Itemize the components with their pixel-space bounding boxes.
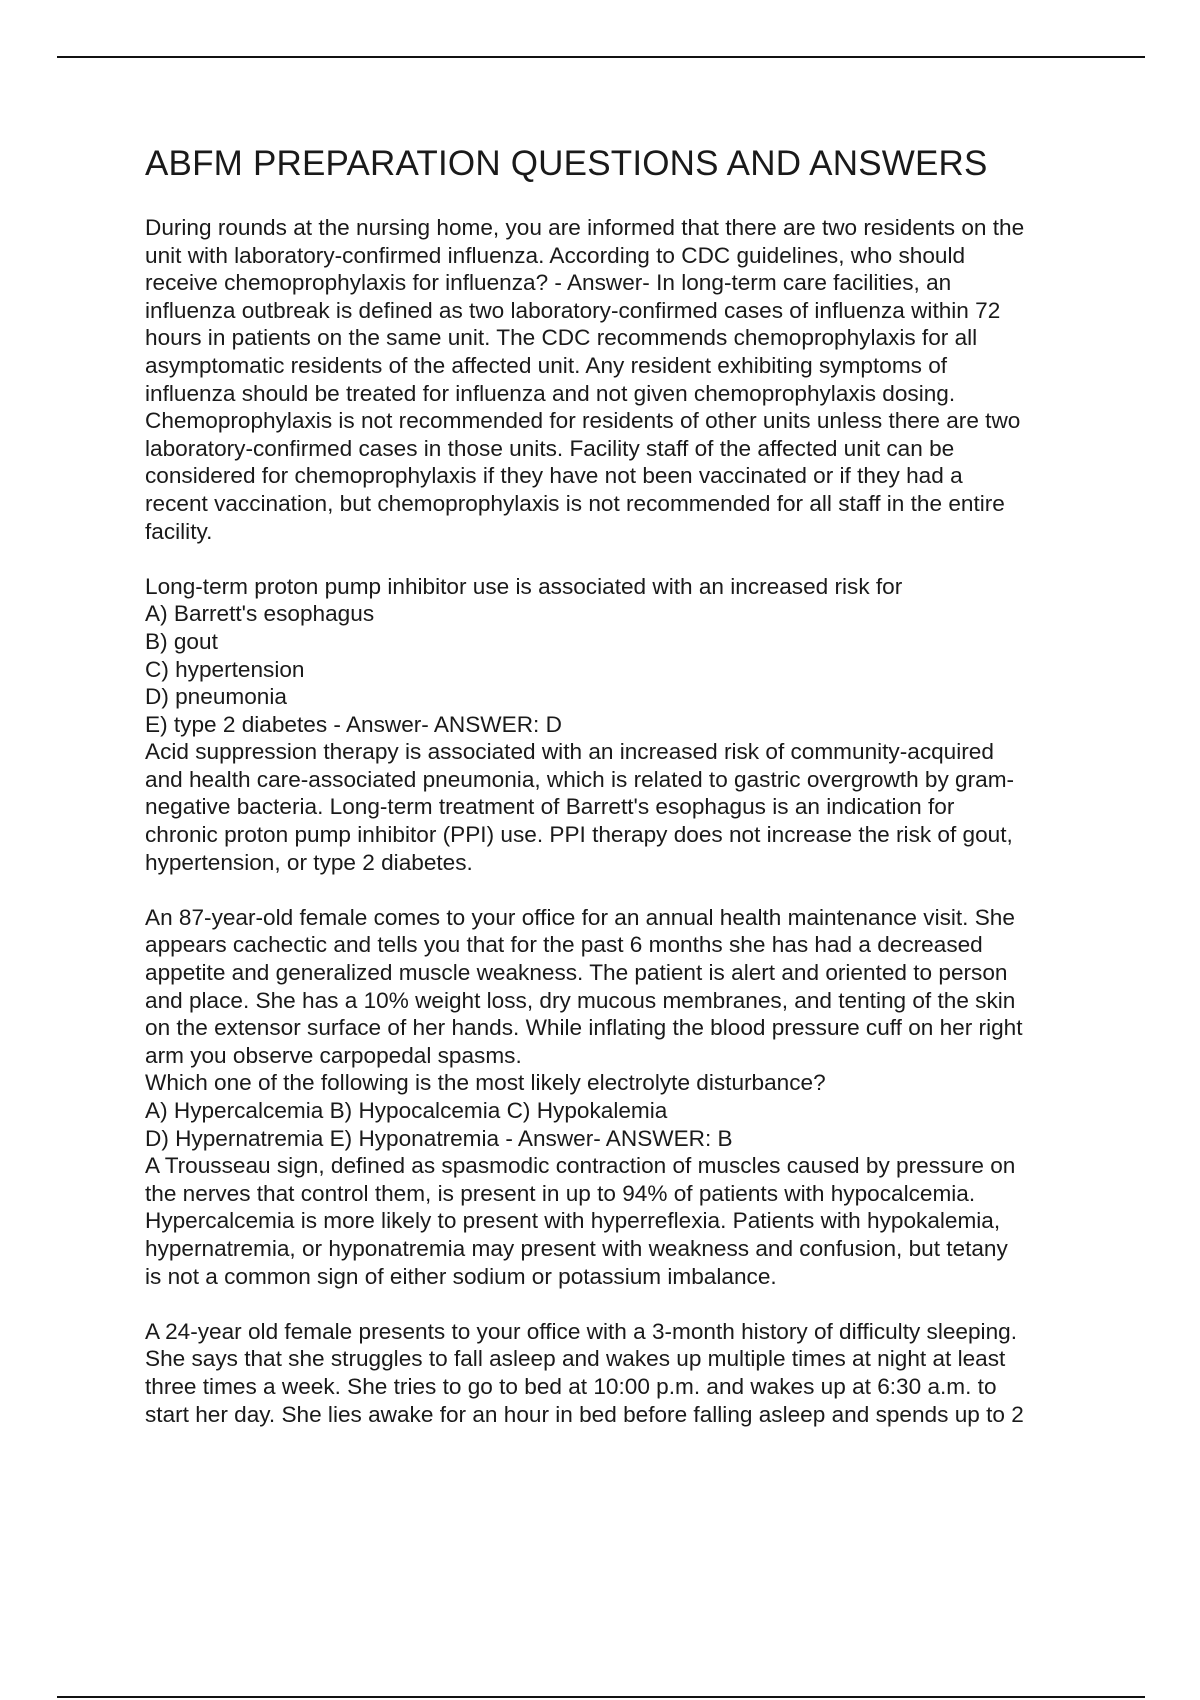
document-body (145, 214, 1105, 1456)
text-line: on the extensor surface of her hands. While inflating the blood pressure cuff on her right (145, 1015, 1023, 1041)
electrolyte-question-block (145, 904, 1105, 1290)
text-line: chronic proton pump inhibitor (PPI) use. PPI therapy does not increase the risk of gout, (145, 822, 1013, 848)
text-line: D) Hypernatremia E) Hyponatremia - Answer- ANSWER: B (145, 1125, 733, 1151)
text-line: Which one of the following is the most likely electrolyte disturbance? (145, 1070, 826, 1096)
text-line: three times a week. She tries to go to bed at 10:00 p.m. and wakes up at 6:30 a.m. to (145, 1373, 997, 1399)
insomnia-question-block (145, 1318, 1105, 1428)
text-line: A Trousseau sign, defined as spasmodic contraction of muscles caused by pressure on (145, 1153, 1016, 1179)
text-line: and health care-associated pneumonia, which is related to gastric overgrowth by gram- (145, 766, 1015, 792)
text-line: During rounds at the nursing home, you are informed that there are two residents on the (145, 215, 1025, 240)
text-line: negative bacteria. Long-term treatment of Barrett's esophagus is an indication for (145, 794, 955, 820)
text-line: hypernatremia, or hyponatremia may present with weakness and confusion, but tetany (145, 1235, 1008, 1261)
text-line: E) type 2 diabetes - Answer- ANSWER: D (145, 711, 562, 737)
text-line: Long-term proton pump inhibitor use is associated with an increased risk for (145, 573, 903, 599)
text-line: D) pneumonia (145, 684, 287, 710)
bottom-divider (57, 1696, 1145, 1698)
text-line: A 24-year old female presents to your office with a 3-month history of difficulty sleeping. (145, 1318, 1017, 1344)
text-line: hypertension, or type 2 diabetes. (145, 849, 473, 875)
page-title: ABFM PREPARATION QUESTIONS AND ANSWERS (145, 144, 988, 183)
text-line: laboratory-confirmed cases in those units. Facility staff of the affected unit can be (145, 435, 955, 461)
text-line: A) Hypercalcemia B) Hypocalcemia C) Hypokalemia (145, 1098, 668, 1123)
top-divider (57, 56, 1145, 58)
text-line: appetite and generalized muscle weakness. The patient is alert and oriented to person (145, 960, 1008, 986)
text-line: considered for chemoprophylaxis if they have not been vaccinated or if they had a (145, 463, 963, 489)
text-line: A) Barrett's esophagus (145, 601, 375, 627)
text-line: start her day. She lies awake for an hour in bed before falling asleep and spends up to 2 (145, 1401, 1024, 1427)
text-line: the nerves that control them, is present in up to 94% of patients with hypocalcemia. (145, 1180, 976, 1206)
text-line: unit with laboratory-confirmed influenza. According to CDC guidelines, who should (145, 242, 966, 268)
text-line: She says that she struggles to fall asleep and wakes up multiple times at night at least (145, 1346, 1006, 1372)
influenza-question-block (145, 214, 1105, 545)
text-line: B) gout (145, 628, 218, 654)
text-line: facility. (145, 518, 213, 544)
text-line: influenza should be treated for influenza and not given chemoprophylaxis dosing. (145, 380, 956, 406)
text-line: An 87-year-old female comes to your office for an annual health maintenance visit. She (145, 904, 1015, 930)
text-line: asymptomatic residents of the affected unit. Any resident exhibiting symptoms of (145, 352, 948, 378)
text-line: arm you observe carpopedal spasms. (145, 1042, 522, 1068)
ppi-question-block (145, 573, 1105, 877)
text-line: hours in patients on the same unit. The CDC recommends chemoprophylaxis for all (145, 325, 978, 351)
text-line: Chemoprophylaxis is not recommended for residents of other units unless there are two (145, 408, 1021, 434)
text-line: recent vaccination, but chemoprophylaxis is not recommended for all staff in the entire (145, 490, 1005, 516)
text-line: is not a common sign of either sodium or potassium imbalance. (145, 1263, 777, 1289)
text-line: and place. She has a 10% weight loss, dry mucous membranes, and tenting of the skin (145, 987, 1016, 1013)
text-line: appears cachectic and tells you that for the past 6 months she has had a decreased (145, 932, 983, 958)
text-line: Acid suppression therapy is associated with an increased risk of community-acquired (145, 739, 994, 765)
text-line: C) hypertension (145, 656, 305, 682)
text-line: receive chemoprophylaxis for influenza? - Answer- In long-term care facilities, an (145, 270, 952, 296)
text-line: influenza outbreak is defined as two laboratory-confirmed cases of influenza within 72 (145, 297, 1001, 323)
text-line: Hypercalcemia is more likely to present with hyperreflexia. Patients with hypokalemia, (145, 1208, 1001, 1234)
